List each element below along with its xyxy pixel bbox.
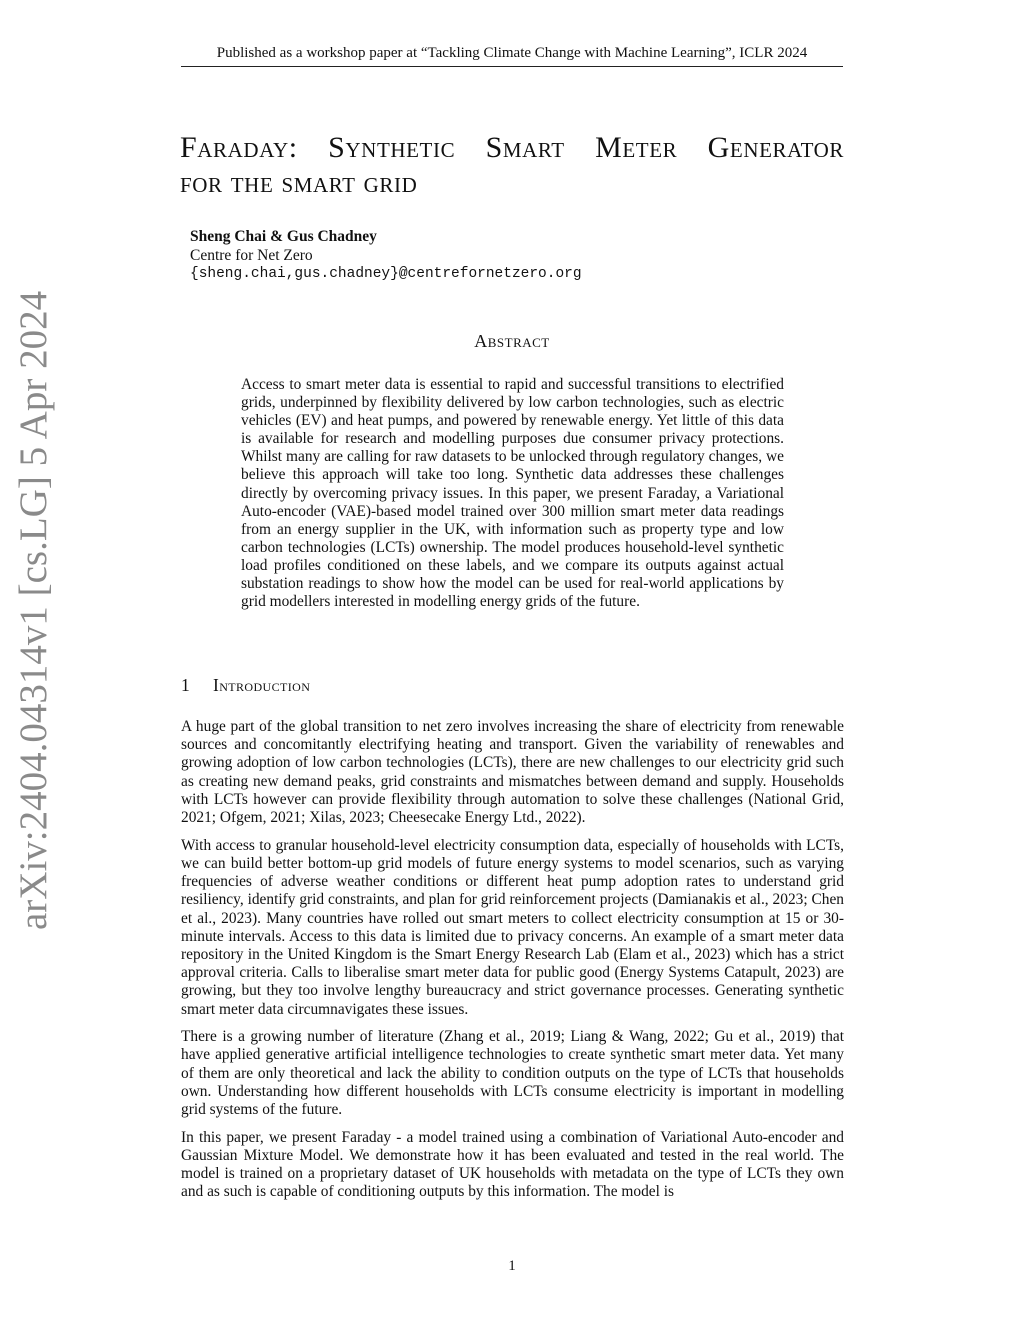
author-block (190, 227, 582, 284)
running-header: Published as a workshop paper at “Tackling Climate Change with Machine Learning”, ICLR 2024 (181, 44, 843, 67)
page-number: 1 (508, 1258, 516, 1274)
author-names: Sheng Chai & Gus Chadney (190, 228, 377, 245)
paragraph: In this paper, we present Faraday - a model trained using a combination of Variational Auto-encoder and Gaussian Mixture Model. We demonstrate how it has been evaluated and tested in the real world. The model is trained on a proprietary dataset of UK households with metadata on the type of LCTs they own and as such is capable of conditioning outputs by this information. The model is (181, 1128, 844, 1201)
arxiv-identifier: arXiv:2404.04314v1 [cs.LG] 5 Apr 2024 (12, 290, 55, 930)
section-number: 1 (181, 675, 191, 695)
paragraph: There is a growing number of literature (Zhang et al., 2019; Liang & Wang, 2022; Gu et al., 2019) that have applied generative artificial intelligence technologies to create synthetic smart meter data. Yet many of them are only theoretical and lack the ability to condition outputs on the type of LCTs that households own. Understanding how different households with LCTs consume electricity is important in modelling grid systems of the future. (181, 1028, 844, 1119)
abstract-heading: Abstract (474, 331, 550, 351)
section-title: Introduction (213, 675, 311, 695)
paper-title-line-1: Faraday: Synthetic Smart Meter Generator (180, 131, 844, 164)
section-heading-introduction (181, 675, 310, 696)
author-email: {sheng.chai,gus.chadney}@centrefornetzero.org (190, 266, 582, 282)
paper-title-line-2: for the smart grid (180, 166, 418, 199)
abstract-text: Access to smart meter data is essential to rapid and successful transitions to electrified grids, underpinned by flexibility delivered by low carbon technologies, such as electric vehicles (EV) and heat pumps, and powered by renewable energy. Yet little of this data is available for research and modelling purposes due consumer privacy protections. Whilst many are calling for raw datasets to be unlocked through regulatory changes, we believe this approach will take too long. Synthetic data addresses these challenges directly by overcoming privacy issues. In this paper, we present Faraday, a Variational Auto-encoder (VAE)-based model trained over 300 million smart meter data readings from an energy supplier in the UK, with information such as property type and low carbon technologies (LCTs) ownership. The model produces household-level synthetic load profiles conditioned on these labels, and we compare its outputs against actual substation readings to show how the model can be used for real-world applications by grid modellers interested in modelling energy grids of the future. (241, 376, 784, 611)
author-affiliation: Centre for Net Zero (190, 247, 313, 264)
paragraph: A huge part of the global transition to net zero involves increasing the share of electricity from renewable sources and concomitantly electrifying heating and transport. Given the variability of renewables and growing adoption of low carbon technologies (LCTs), there are new challenges to our electricity grid such as creating new demand peaks, grid constraints and mismatches between demand and supply. Households with LCTs however can provide flexibility through automation to solve these challenges (National Grid, 2021; Ofgem, 2021; Xilas, 2023; Cheesecake Energy Ltd., 2022). (181, 718, 844, 827)
paragraph: With access to granular household-level electricity consumption data, especially of households with LCTs, we can build better bottom-up grid models of future energy systems to model scenarios, such as varying frequencies of adverse weather conditions or different heat pump adoption rates to understand grid resiliency, identify grid constraints, and plan for grid reinforcement projects (Damianakis et al., 2023; Chen et al., 2023). Many countries have rolled out smart meters to collect electricity consumption at 15 or 30-minute intervals. Access to this data is limited due to privacy concerns. An example of a smart meter data repository in the United Kingdom is the Smart Energy Research Lab (Elam et al., 2023) which has a strict approval criteria. Calls to liberalise smart meter data for public good (Energy Systems Catapult, 2023) are growing, but they too involve lengthy bureaucracy and strict governance processes. Generating synthetic smart meter data circumnavigates these issues. (181, 836, 844, 1018)
paper-title (180, 130, 844, 200)
introduction-body (181, 718, 844, 1211)
